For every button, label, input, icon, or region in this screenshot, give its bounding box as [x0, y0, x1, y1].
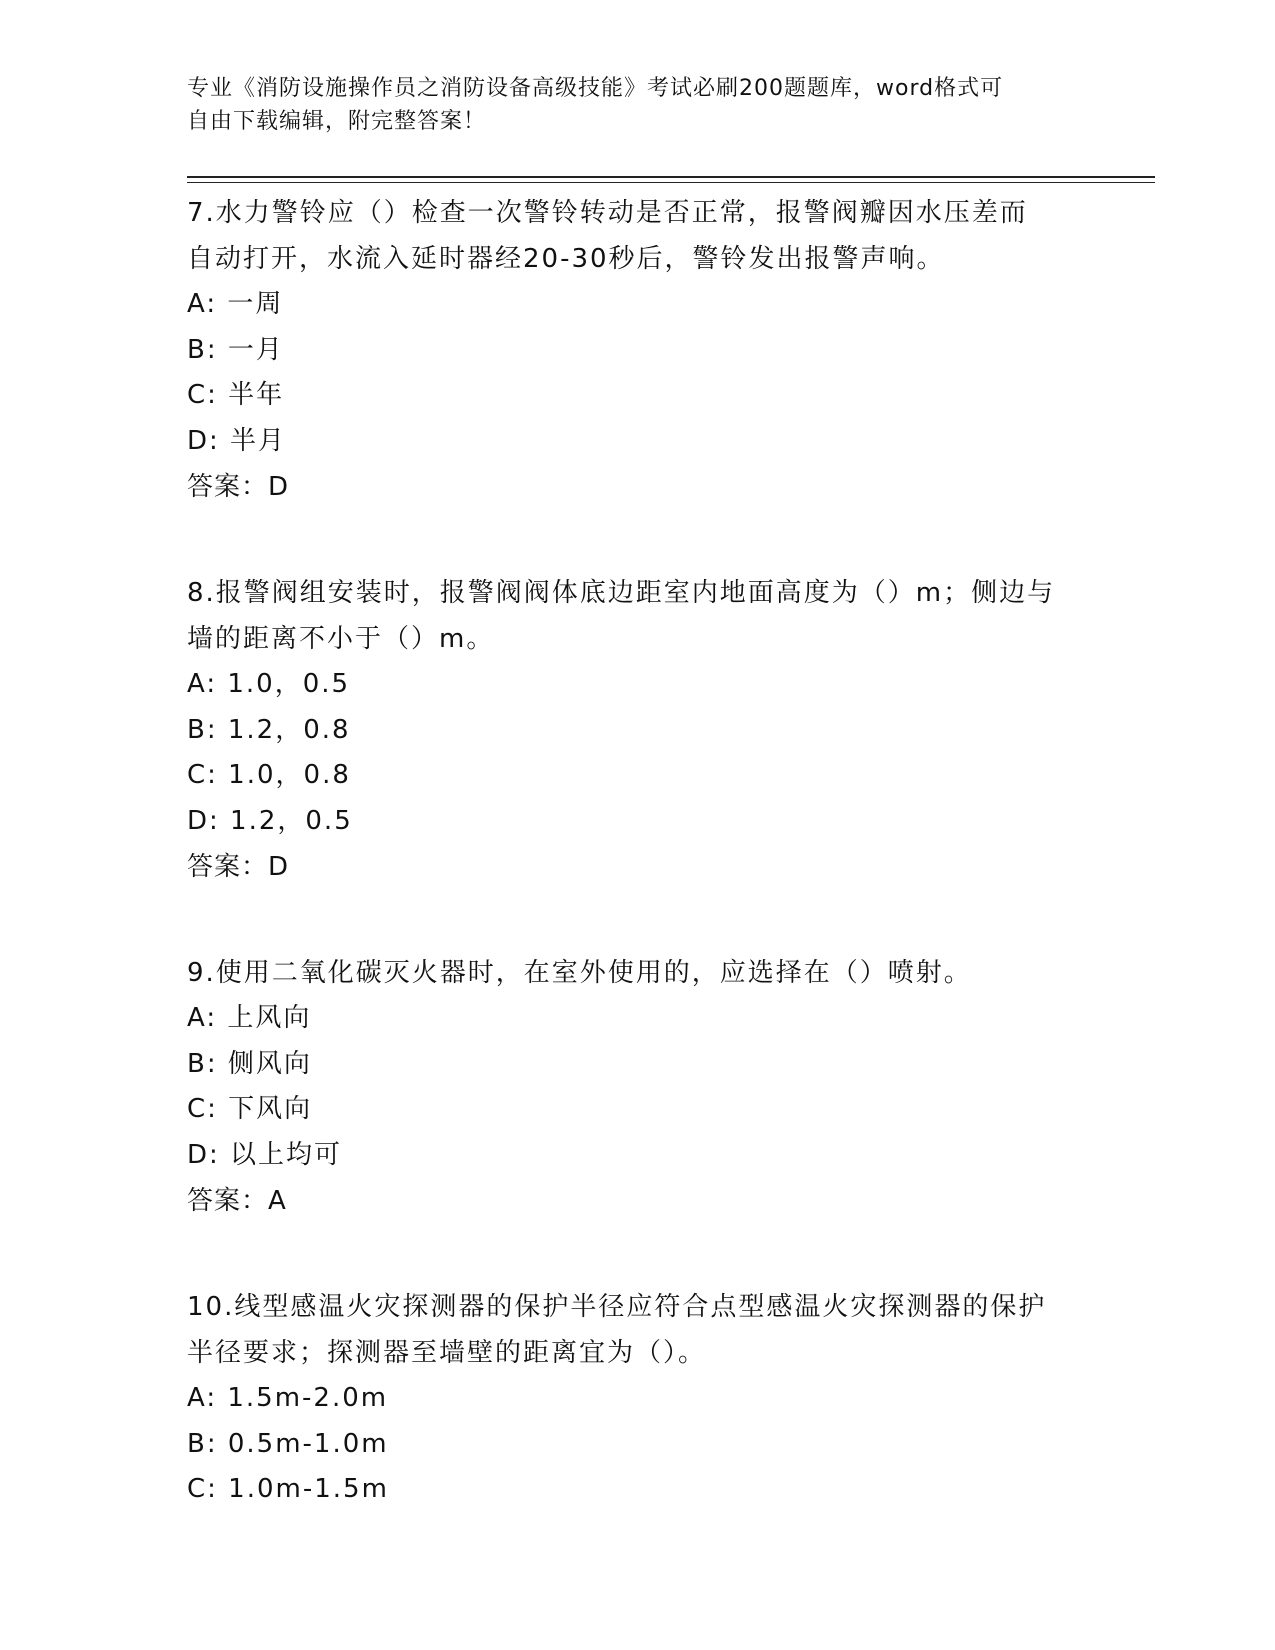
header-divider-thick [187, 176, 1155, 178]
option-a: A: 1.5m-2.0m [187, 1383, 389, 1413]
option-b: B: 0.5m-1.0m [187, 1428, 389, 1459]
option-d: D: 以上均可 [187, 1139, 343, 1170]
header-line-2: 自由下载编辑，附完整答案！ [187, 109, 487, 134]
header-line-1: 专业《消防设施操作员之消防设备高级技能》考试必刷200题题库，word格式可 [187, 76, 1004, 101]
option-b: B: 侧风向 [187, 1048, 312, 1079]
option-d: D: 1.2，0.5 [187, 805, 353, 836]
question-9 [187, 950, 1087, 1224]
option-b: B: 一月 [187, 334, 284, 365]
option-c: C: 下风向 [187, 1094, 313, 1124]
question-text-line: 墙的距离不小于（）m。 [187, 624, 495, 654]
question-10 [187, 1284, 1087, 1513]
header-divider-thin [187, 182, 1155, 183]
question-text-line: 7.水力警铃应（）检查一次警铃转动是否正常，报警阀瓣因水压差而 [187, 198, 1028, 228]
question-text-line: 9.使用二氧化碳灭火器时，在室外使用的，应选择在（）喷射。 [187, 958, 972, 988]
question-8 [187, 570, 1087, 890]
option-b: B: 1.2，0.8 [187, 714, 351, 745]
option-a: A: 1.0，0.5 [187, 669, 351, 699]
option-c: C: 半年 [187, 380, 285, 410]
question-text-line: 8.报警阀组安装时，报警阀阀体底边距室内地面高度为（）m；侧边与 [187, 578, 1056, 608]
question-text-line: 半径要求；探测器至墙壁的距离宜为（）。 [187, 1338, 707, 1368]
option-a: A: 上风向 [187, 1003, 312, 1033]
option-d: D: 半月 [187, 425, 287, 456]
document-header [187, 72, 1067, 138]
answer: 答案：D [187, 852, 290, 882]
option-c: C: 1.0，0.8 [187, 760, 351, 790]
question-text-line: 自动打开，水流入延时器经20-30秒后，警铃发出报警声响。 [187, 244, 945, 274]
question-7 [187, 190, 1087, 510]
option-a: A: 一周 [187, 289, 284, 319]
answer: 答案：A [187, 1186, 287, 1216]
question-list [187, 190, 1087, 1573]
question-text-line: 10.线型感温火灾探测器的保护半径应符合点型感温火灾探测器的保护 [187, 1292, 1047, 1322]
answer: 答案：D [187, 472, 290, 502]
option-c: C: 1.0m-1.5m [187, 1474, 389, 1504]
